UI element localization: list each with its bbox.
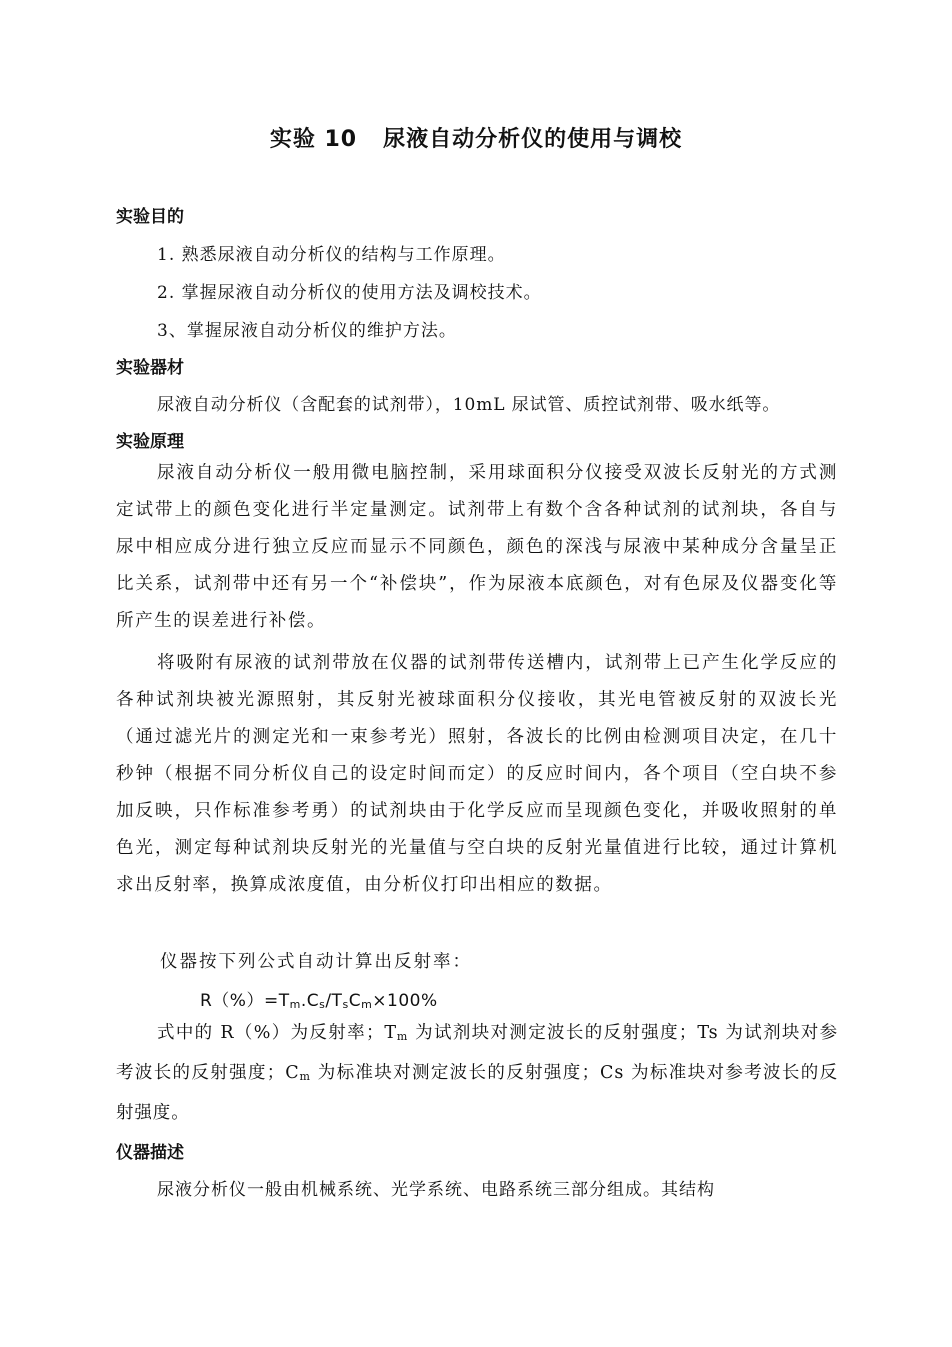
- materials-text: 尿液自动分析仪（含配套的试剂带），10mL 尿试管、质控试剂带、吸水纸等。: [157, 395, 781, 415]
- section-heading-description: 仪器描述: [116, 1143, 184, 1163]
- formula-part: C: [348, 991, 362, 1011]
- formula-part: R（%）=T: [200, 991, 290, 1011]
- formula-subscript: m: [361, 998, 373, 1011]
- section-heading-purpose: 实验目的: [116, 207, 184, 227]
- experiment-title: 尿液自动分析仪的使用与调校: [383, 127, 683, 152]
- formula-subscript: m: [289, 998, 301, 1011]
- section-heading-principle: 实验原理: [116, 432, 184, 452]
- explanation-subscript: m: [299, 1070, 311, 1083]
- formula-part: ×100%: [372, 991, 438, 1011]
- explanation-text: 式中的 R（%）为反射率；T: [157, 1023, 397, 1043]
- principle-paragraph-1: 尿液自动分析仪一般用微电脑控制，采用球面积分仪接受双波长反射光的方式测定试带上的颜色变化进行半定量测定。试剂带上有数个含各种试剂的试剂块，各自与尿中相应成分进行独立反应而显示不同颜色，颜色的深浅与尿液中某种成分含量呈正比关系，试剂带中还有另一个“补偿块”，作为尿液本底颜色，对有色尿及仪器变化等所产生的误差进行补偿。: [116, 463, 838, 631]
- explanation-text: 为标准块对测定波长的反射强度；Cs 为标准块对参考波长的反射强度。: [116, 1063, 838, 1123]
- reflectance-formula: [200, 986, 438, 1011]
- formula-part: /T: [325, 991, 343, 1011]
- explanation-text: 为试剂块对测定波长的反射强度；Ts 为试剂块对参考波长的反射强度；C: [116, 1023, 838, 1083]
- formula-subscript: s: [342, 998, 349, 1011]
- description-text: 尿液分析仪一般由机械系统、光学系统、电路系统三部分组成。其结构: [157, 1180, 715, 1200]
- formula-explanation: [116, 1015, 838, 1132]
- section-heading-materials: 实验器材: [116, 358, 184, 378]
- experiment-number: 实验 10: [269, 127, 358, 152]
- formula-subscript: s: [319, 998, 326, 1011]
- formula-intro: 仪器按下列公式自动计算出反射率：: [160, 952, 472, 972]
- page-title: [0, 122, 952, 153]
- purpose-item-1: 1. 熟悉尿液自动分析仪的结构与工作原理。: [157, 245, 506, 265]
- purpose-item-3: 3、掌握尿液自动分析仪的维护方法。: [157, 321, 457, 341]
- explanation-subscript: m: [396, 1030, 409, 1043]
- formula-part: .C: [300, 991, 320, 1011]
- purpose-item-2: 2. 掌握尿液自动分析仪的使用方法及调校技术。: [157, 283, 542, 303]
- principle-paragraph-2: 将吸附有尿液的试剂带放在仪器的试剂带传送槽内，试剂带上已产生化学反应的各种试剂块被光源照射，其反射光被球面积分仪接收，其光电管被反射的双波长光（通过滤光片的测定光和一束参考光）照射，各波长的比例由检测项目决定，在几十秒钟（根据不同分析仪自己的设定时间而定）的反应时间内，各个项目（空白块不参加反映，只作标准参考勇）的试剂块由于化学反应而呈现颜色变化，并吸收照射的单色光，测定每种试剂块反射光的光量值与空白块的反射光量值进行比较，通过计算机求出反射率，换算成浓度值，由分析仪打印出相应的数据。: [116, 653, 838, 895]
